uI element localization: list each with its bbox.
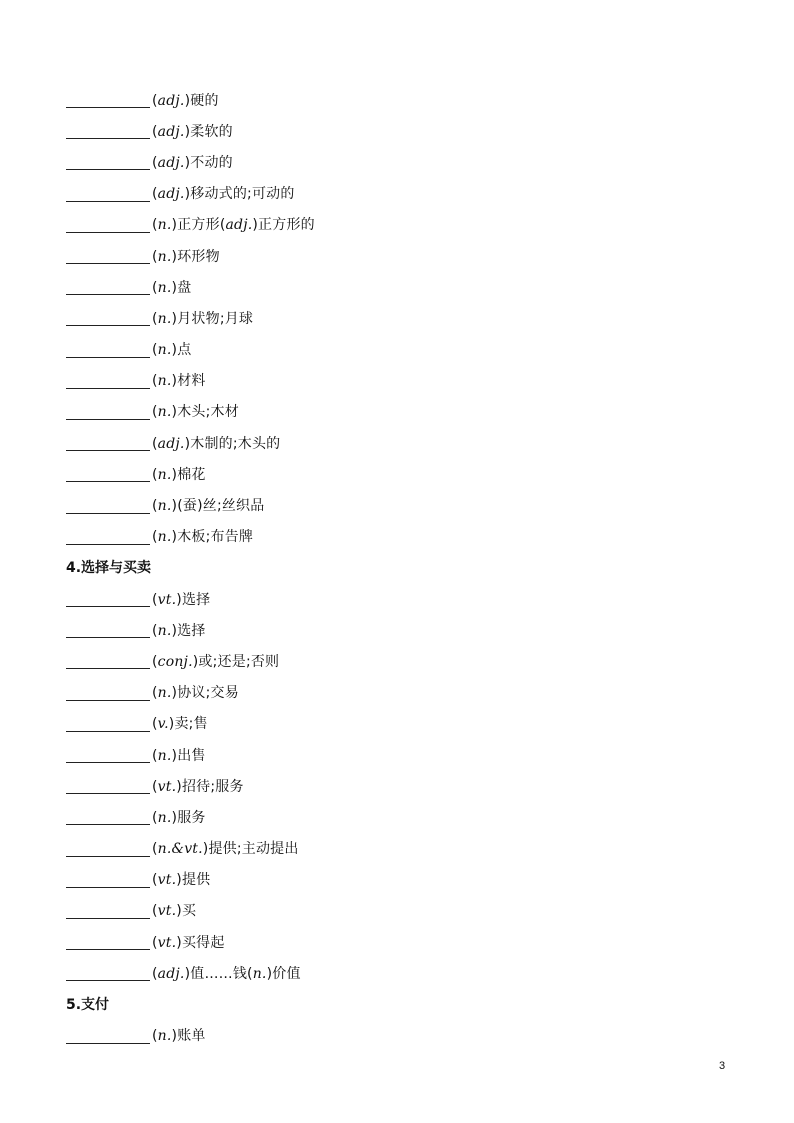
answer-blank[interactable] [66,684,150,701]
answer-blank[interactable] [66,808,150,825]
paren-open: ( [152,529,158,546]
paren-open: ( [152,217,158,234]
definition [152,869,210,889]
paren-open: ( [152,498,158,515]
definition [152,277,191,297]
paren-open: ( [152,248,158,265]
paren-open: ( [152,186,158,203]
answer-blank[interactable] [66,746,150,763]
vocab-item [66,115,746,146]
definition [152,807,206,827]
paren-close: ) [184,154,191,171]
part-of-speech: n. [157,685,172,702]
part-of-speech: adj. [157,123,185,140]
answer-blank[interactable] [66,434,150,451]
paren-open: ( [152,435,158,452]
answer-blank[interactable] [66,528,150,545]
paren-close: ) [176,872,182,889]
paren-close: ) [192,653,199,670]
vocab-item [66,957,746,988]
paren-open: ( [152,154,158,171]
paren-open: ( [152,310,158,327]
paren-open: ( [152,92,158,109]
meaning: 木制的;木头的 [190,435,281,452]
vocab-item [66,770,746,801]
vocab-item [66,458,746,489]
paren-close: ) [184,965,191,982]
meaning: (蚕)丝;丝织品 [177,498,265,515]
answer-blank[interactable] [66,777,150,794]
meaning: )正方形的 [252,217,315,234]
meaning: 出售 [177,747,206,764]
definition [152,90,219,110]
answer-blank[interactable] [66,465,150,482]
part-of-speech: vt. [157,872,177,889]
part-of-speech: adj. [157,186,185,203]
definition [152,370,206,390]
answer-blank[interactable] [66,278,150,295]
paren-close: ) [171,466,178,483]
part-of-speech: n. [157,217,172,234]
meaning: 买得起 [181,934,225,951]
definition [152,401,239,421]
vocab-item [66,583,746,614]
paren-close: ) [176,591,182,608]
paren-open: ( [152,872,158,889]
definition [152,433,280,453]
paren-open: ( [152,342,158,359]
answer-blank[interactable] [66,964,150,981]
part-of-speech: vt. [157,934,177,951]
vocab-item [66,302,746,333]
part-of-speech: n. [157,809,172,826]
part-of-speech: adj. [157,154,185,171]
part-of-speech: n. [157,466,172,483]
vocab-item [66,895,746,926]
answer-blank[interactable] [66,933,150,950]
section-title: 5.支付 [66,997,110,1014]
paren-open: ( [152,123,158,140]
answer-blank[interactable] [66,652,150,669]
vocab-item [66,334,746,365]
paren-open: ( [152,466,158,483]
paren-close: ) [171,685,178,702]
meaning: 账单 [177,1028,206,1045]
vocab-item [66,271,746,302]
definition [152,526,253,546]
paren-close: ) [171,1028,178,1045]
definition [152,589,210,609]
paren-open: ( [152,903,158,920]
vocab-item [66,708,746,739]
answer-blank[interactable] [66,247,150,264]
paren-open: ( [152,716,158,733]
meaning: 柔软的 [190,123,233,140]
definition [152,745,206,765]
vocab-item [66,677,746,708]
meaning: 点 [177,342,192,359]
paren-close: ) [171,342,178,359]
part-of-speech: n. [157,342,172,359]
paren-close: ) [171,622,178,639]
vocab-group-buying-selling [66,583,746,988]
meaning: 服务 [177,809,206,826]
vocab-item [66,739,746,770]
definition [152,900,196,920]
meaning: 协议;交易 [177,685,239,702]
vocab-item [66,396,746,427]
paren-close: ) [171,809,178,826]
meaning: 招待;服务 [181,778,244,795]
vocabulary-list [66,84,746,1051]
paren-close: ) [171,529,178,546]
meaning: 硬的 [190,92,219,109]
paren-close: ) [171,248,178,265]
part-of-speech: n. [157,622,172,639]
part-of-speech: n. [157,404,172,421]
part-of-speech: n. [157,529,172,546]
definition [152,682,239,702]
meaning: 买 [181,903,197,920]
part-of-speech: n. [157,373,172,390]
vocab-group-materials [66,84,746,552]
answer-blank[interactable] [66,1027,150,1044]
meaning: 卖;售 [174,716,208,733]
paren-close: ) [168,716,175,733]
vocab-item [66,864,746,895]
part-of-speech: adj. [157,92,185,109]
answer-blank[interactable] [66,372,150,389]
part-of-speech: vt. [157,903,177,920]
paren-open: ( [152,685,158,702]
vocab-item [66,1020,746,1051]
vocab-item [66,146,746,177]
part-of-speech: n. [157,279,172,296]
definition [152,651,279,671]
part-of-speech: n. [157,310,172,327]
section-title: 4.选择与买卖 [66,560,152,577]
vocab-item [66,489,746,520]
paren-open: ( [152,279,158,296]
vocab-item [66,365,746,396]
definition [152,776,244,796]
paren-open: ( [152,622,158,639]
paren-open: ( [152,965,158,982]
paren-open: ( [152,809,158,826]
definition [152,620,206,640]
paren-open: ( [152,934,158,951]
meaning: 提供 [181,872,211,889]
paren-close: ) [176,903,182,920]
page-number: 3 [719,1060,726,1072]
definition [152,495,264,515]
answer-blank[interactable] [66,590,150,607]
answer-blank[interactable] [66,185,150,202]
paren-close: ) [171,373,178,390]
definition [152,183,295,203]
definition [152,963,301,983]
answer-blank[interactable] [66,309,150,326]
definition [152,214,315,234]
part-of-speech: n.&vt. [157,841,203,858]
meaning: 环形物 [177,248,220,265]
answer-blank[interactable] [66,497,150,514]
paren-open: ( [152,373,158,390]
answer-blank[interactable] [66,153,150,170]
vocab-item [66,645,746,676]
definition [152,464,206,484]
paren-open: ( [152,404,158,421]
answer-blank[interactable] [66,341,150,358]
answer-blank[interactable] [66,403,150,420]
paren-close: ) [171,310,178,327]
paren-close: ) [176,934,182,951]
paren-close: ) [171,404,178,421]
vocab-item [66,614,746,645]
part-of-speech: n. [157,248,172,265]
vocab-item [66,84,746,115]
paren-open: ( [152,747,158,764]
vocab-item [66,427,746,458]
meaning: 值……钱( [190,965,253,982]
meaning: 棉花 [177,466,206,483]
definition [152,838,299,858]
meaning: 材料 [177,373,206,390]
paren-close: ) [202,841,209,858]
part-of-speech: n. [157,747,172,764]
vocab-item [66,240,746,271]
answer-blank[interactable] [66,902,150,919]
definition [152,152,233,172]
part-of-speech: n. [157,498,172,515]
paren-open: ( [152,591,158,608]
section-heading-5 [66,988,746,1019]
paren-open: ( [152,1028,158,1045]
section-heading-4 [66,552,746,583]
part-of-speech: vt. [157,591,177,608]
definition [152,339,191,359]
paren-close: ) [171,217,178,234]
answer-blank[interactable] [66,216,150,233]
meaning: 盘 [177,279,192,296]
paren-close: ) [171,498,178,515]
meaning: 或;还是;否则 [198,653,280,670]
paren-close: ) [171,747,178,764]
paren-close: ) [184,186,191,203]
vocab-item [66,178,746,209]
answer-blank[interactable] [66,122,150,139]
answer-blank[interactable] [66,621,150,638]
vocab-item [66,833,746,864]
paren-open: ( [152,778,158,795]
meaning: 木头;木材 [177,404,239,421]
meaning: 选择 [181,591,211,608]
paren-open: ( [152,841,158,858]
vocab-item [66,926,746,957]
paren-close: ) [184,92,191,109]
vocab-group-payment [66,1020,746,1051]
meaning: )价值 [266,965,301,982]
part-of-speech: adj. [157,435,185,452]
part-of-speech: v. [157,716,169,733]
vocab-item [66,209,746,240]
meaning: 提供;主动提出 [208,841,299,858]
vocab-item [66,521,746,552]
paren-close: ) [184,435,191,452]
meaning: 月状物;月球 [177,310,254,327]
meaning: 移动式的;可动的 [190,186,295,203]
answer-blank[interactable] [66,871,150,888]
part-of-speech: vt. [157,778,177,795]
definition [152,308,253,328]
paren-close: ) [171,279,178,296]
paren-open: ( [152,653,158,670]
definition [152,713,208,733]
meaning: 不动的 [190,154,233,171]
definition [152,1025,206,1045]
part-of-speech: conj. [157,653,193,670]
definition [152,246,220,266]
answer-blank[interactable] [66,840,150,857]
part-of-speech: n. [252,965,267,982]
paren-close: ) [184,123,191,140]
definition [152,121,233,141]
part-of-speech: n. [157,1028,172,1045]
answer-blank[interactable] [66,715,150,732]
meaning: 正方形( [177,217,226,234]
vocab-item [66,801,746,832]
definition [152,932,225,952]
part-of-speech: adj. [157,965,185,982]
answer-blank[interactable] [66,91,150,108]
paren-close: ) [176,778,182,795]
meaning: 木板;布告牌 [177,529,254,546]
meaning: 选择 [177,622,206,639]
part-of-speech: adj. [225,217,253,234]
